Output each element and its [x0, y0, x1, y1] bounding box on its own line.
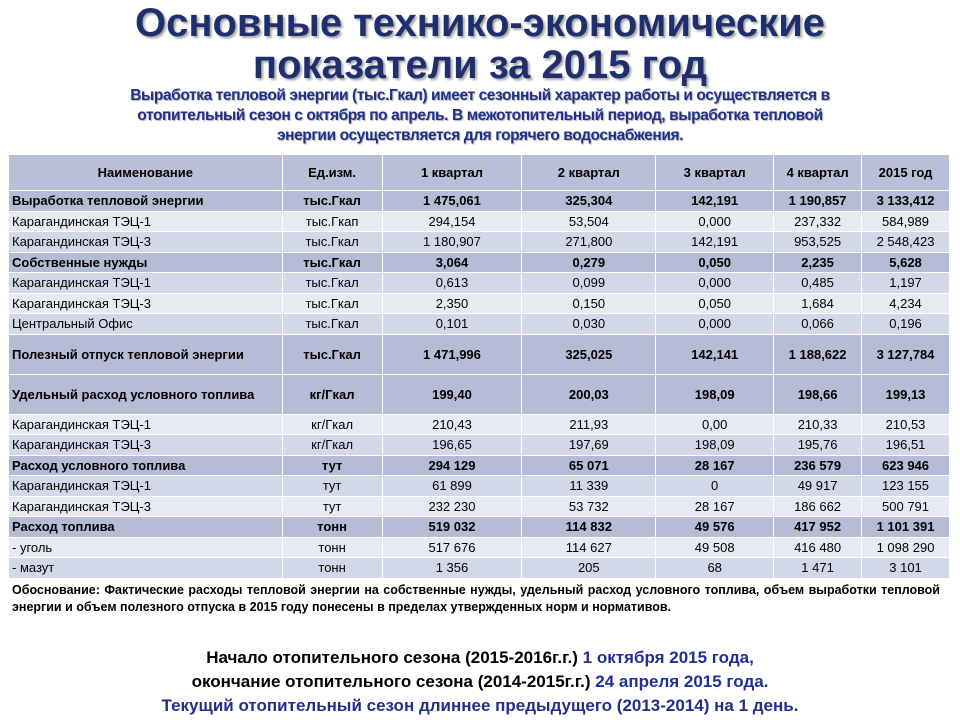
- cell-unit: тонн: [282, 517, 382, 538]
- cell-q2: 0,150: [522, 293, 656, 314]
- cell-q3: 142,191: [656, 232, 774, 253]
- table-row: [9, 252, 950, 273]
- title-line-2: показатели за 2015 год: [252, 43, 708, 87]
- cell-name: Удельный расход условного топлива: [9, 374, 283, 414]
- cell-unit: тыс.Гкап: [282, 211, 382, 232]
- cell-q2: 0,030: [522, 314, 656, 335]
- footer-line-3: Текущий отопительный сезон длиннее предыдущего (2013-2014) на 1 день.: [161, 696, 799, 715]
- cell-q3: 49 576: [656, 517, 774, 538]
- cell-year: 3 127,784: [862, 334, 950, 374]
- table-row: [9, 537, 950, 558]
- cell-year: 0,196: [862, 314, 950, 335]
- cell-year: 3 133,412: [862, 191, 950, 212]
- cell-q2: 114 832: [522, 517, 656, 538]
- cell-year: 623 946: [862, 455, 950, 476]
- cell-q4: 2,235: [774, 252, 862, 273]
- cell-q1: 1 180,907: [382, 232, 522, 253]
- cell-q2: 53 732: [522, 496, 656, 517]
- cell-unit: кг/Гкал: [282, 414, 382, 435]
- cell-name: - мазут: [9, 558, 283, 579]
- cell-q2: 211,93: [522, 414, 656, 435]
- cell-q2: 200,03: [522, 374, 656, 414]
- table-row: [9, 455, 950, 476]
- cell-year: 1,197: [862, 273, 950, 294]
- subtitle: [20, 86, 940, 146]
- table-row: [9, 476, 950, 497]
- table-row: [9, 374, 950, 414]
- cell-q2: 271,800: [522, 232, 656, 253]
- cell-q4: 195,76: [774, 435, 862, 456]
- cell-name: - уголь: [9, 537, 283, 558]
- cell-q3: 142,191: [656, 191, 774, 212]
- cell-name: Карагандинская ТЭЦ-1: [9, 476, 283, 497]
- cell-q3: 0,000: [656, 314, 774, 335]
- cell-q3: 68: [656, 558, 774, 579]
- cell-unit: тыс.Гкал: [282, 314, 382, 335]
- cell-q2: 0,279: [522, 252, 656, 273]
- table-row: [9, 435, 950, 456]
- cell-q3: 198,09: [656, 374, 774, 414]
- cell-year: 584,989: [862, 211, 950, 232]
- header-year: 2015 год: [862, 155, 950, 191]
- cell-unit: тыс.Гкал: [282, 334, 382, 374]
- subtitle-line-3: энергии осуществляется для горячего водоснабжения.: [276, 127, 684, 144]
- cell-q3: 0,000: [656, 273, 774, 294]
- cell-q1: 1 356: [382, 558, 522, 579]
- cell-q1: 0,101: [382, 314, 522, 335]
- cell-q3: 0,000: [656, 211, 774, 232]
- table-row: [9, 191, 950, 212]
- cell-q4: 1 190,857: [774, 191, 862, 212]
- cell-q2: 11 339: [522, 476, 656, 497]
- header-q3: 3 квартал: [656, 155, 774, 191]
- cell-q1: 294 129: [382, 455, 522, 476]
- cell-year: 1 101 391: [862, 517, 950, 538]
- cell-q1: 1 475,061: [382, 191, 522, 212]
- cell-year: 123 155: [862, 476, 950, 497]
- table-row: [9, 414, 950, 435]
- cell-q2: 325,304: [522, 191, 656, 212]
- cell-q1: 0,613: [382, 273, 522, 294]
- cell-unit: тут: [282, 455, 382, 476]
- header-name: Наименование: [9, 155, 283, 191]
- table-row: [9, 558, 950, 579]
- footer-line-2-text: окончание отопительного сезона (2014-2015г.г.): [191, 672, 596, 691]
- cell-q1: 196,65: [382, 435, 522, 456]
- cell-q4: 210,33: [774, 414, 862, 435]
- cell-q4: 416 480: [774, 537, 862, 558]
- table-row: [9, 232, 950, 253]
- cell-unit: тут: [282, 476, 382, 497]
- table-row: [9, 314, 950, 335]
- subtitle-line-1: Выработка тепловой энергии (тыс.Гкал) имеет сезонный характер работы и осуществляется в: [130, 87, 830, 104]
- cell-name: Расход условного топлива: [9, 455, 283, 476]
- footer-line-1-date: 1 октября 2015 года,: [582, 648, 754, 667]
- cell-q4: 0,485: [774, 273, 862, 294]
- cell-unit: тыс.Гкал: [282, 232, 382, 253]
- cell-q2: 65 071: [522, 455, 656, 476]
- cell-name: Карагандинская ТЭЦ-1: [9, 273, 283, 294]
- cell-q3: 0,050: [656, 252, 774, 273]
- table-row: [9, 211, 950, 232]
- footer-line-2: [0, 670, 960, 694]
- cell-year: 4,234: [862, 293, 950, 314]
- cell-q1: 294,154: [382, 211, 522, 232]
- subtitle-line-2: отопительный сезон с октября по апрель. В межотопительный период, выработка тепловой: [137, 107, 823, 124]
- cell-unit: тонн: [282, 537, 382, 558]
- header-q4: 4 квартал: [774, 155, 862, 191]
- cell-name: Полезный отпуск тепловой энергии: [9, 334, 283, 374]
- cell-q1: 3,064: [382, 252, 522, 273]
- cell-year: 196,51: [862, 435, 950, 456]
- cell-q3: 49 508: [656, 537, 774, 558]
- page-title: [0, 2, 960, 86]
- cell-q4: 417 952: [774, 517, 862, 538]
- cell-year: 210,53: [862, 414, 950, 435]
- cell-q3: 28 167: [656, 455, 774, 476]
- cell-q4: 0,066: [774, 314, 862, 335]
- cell-q3: 142,141: [656, 334, 774, 374]
- footer-line-1-text: Начало отопительного сезона (2015-2016г.г.): [206, 648, 583, 667]
- cell-q2: 205: [522, 558, 656, 579]
- cell-unit: тыс.Гкал: [282, 252, 382, 273]
- basis-note: Обоснование: Фактические расходы тепловой энергии на собственные нужды, удельный расход условного топлива, объем выработки тепловой энергии и объем полезного отпуска в 2015 году понесены в пределах утвержденных норм и нормативов.: [12, 583, 940, 614]
- cell-name: Собственные нужды: [9, 252, 283, 273]
- table-header-row: [9, 155, 950, 191]
- cell-name: Карагандинская ТЭЦ-3: [9, 496, 283, 517]
- cell-name: Карагандинская ТЭЦ-3: [9, 293, 283, 314]
- heating-season-footer: [0, 646, 960, 718]
- cell-unit: тыс.Гкал: [282, 191, 382, 212]
- footer-line-2-date: 24 апреля 2015 года.: [595, 672, 769, 691]
- cell-unit: тыс.Гкал: [282, 273, 382, 294]
- cell-year: 199,13: [862, 374, 950, 414]
- title-line-1: Основные технико-экономические: [134, 1, 826, 45]
- header-q2: 2 квартал: [522, 155, 656, 191]
- cell-name: Карагандинская ТЭЦ-3: [9, 435, 283, 456]
- cell-unit: тонн: [282, 558, 382, 579]
- cell-q1: 210,43: [382, 414, 522, 435]
- table-row: [9, 517, 950, 538]
- cell-year: 2 548,423: [862, 232, 950, 253]
- cell-q1: 1 471,996: [382, 334, 522, 374]
- cell-name: Карагандинская ТЭЦ-3: [9, 232, 283, 253]
- table-body: [9, 191, 950, 579]
- cell-q3: 28 167: [656, 496, 774, 517]
- indicators-table: [8, 154, 950, 579]
- cell-q2: 197,69: [522, 435, 656, 456]
- cell-year: 500 791: [862, 496, 950, 517]
- cell-q1: 517 676: [382, 537, 522, 558]
- cell-q1: 519 032: [382, 517, 522, 538]
- cell-q3: 0,00: [656, 414, 774, 435]
- footer-line-1: [0, 646, 960, 670]
- cell-q4: 49 917: [774, 476, 862, 497]
- table-row: [9, 334, 950, 374]
- cell-q4: 198,66: [774, 374, 862, 414]
- cell-q2: 0,099: [522, 273, 656, 294]
- cell-q4: 953,525: [774, 232, 862, 253]
- cell-q4: 1 188,622: [774, 334, 862, 374]
- table-row: [9, 273, 950, 294]
- cell-q4: 236 579: [774, 455, 862, 476]
- cell-q2: 53,504: [522, 211, 656, 232]
- cell-year: 3 101: [862, 558, 950, 579]
- cell-unit: кг/Гкал: [282, 435, 382, 456]
- cell-q1: 61 899: [382, 476, 522, 497]
- cell-q1: 2,350: [382, 293, 522, 314]
- table-row: [9, 293, 950, 314]
- cell-q1: 199,40: [382, 374, 522, 414]
- cell-year: 1 098 290: [862, 537, 950, 558]
- cell-name: Расход топлива: [9, 517, 283, 538]
- cell-unit: кг/Гкал: [282, 374, 382, 414]
- cell-q3: 198,09: [656, 435, 774, 456]
- cell-q1: 232 230: [382, 496, 522, 517]
- header-q1: 1 квартал: [382, 155, 522, 191]
- cell-unit: тут: [282, 496, 382, 517]
- cell-unit: тыс.Гкал: [282, 293, 382, 314]
- cell-year: 5,628: [862, 252, 950, 273]
- cell-name: Центральный Офис: [9, 314, 283, 335]
- cell-q4: 1,684: [774, 293, 862, 314]
- cell-name: Карагандинская ТЭЦ-1: [9, 414, 283, 435]
- cell-q4: 237,332: [774, 211, 862, 232]
- cell-q4: 1 471: [774, 558, 862, 579]
- cell-q4: 186 662: [774, 496, 862, 517]
- cell-name: Выработка тепловой энергии: [9, 191, 283, 212]
- cell-q3: 0: [656, 476, 774, 497]
- cell-name: Карагандинская ТЭЦ-1: [9, 211, 283, 232]
- table-row: [9, 496, 950, 517]
- cell-q2: 114 627: [522, 537, 656, 558]
- cell-q3: 0,050: [656, 293, 774, 314]
- header-unit: Ед.изм.: [282, 155, 382, 191]
- cell-q2: 325,025: [522, 334, 656, 374]
